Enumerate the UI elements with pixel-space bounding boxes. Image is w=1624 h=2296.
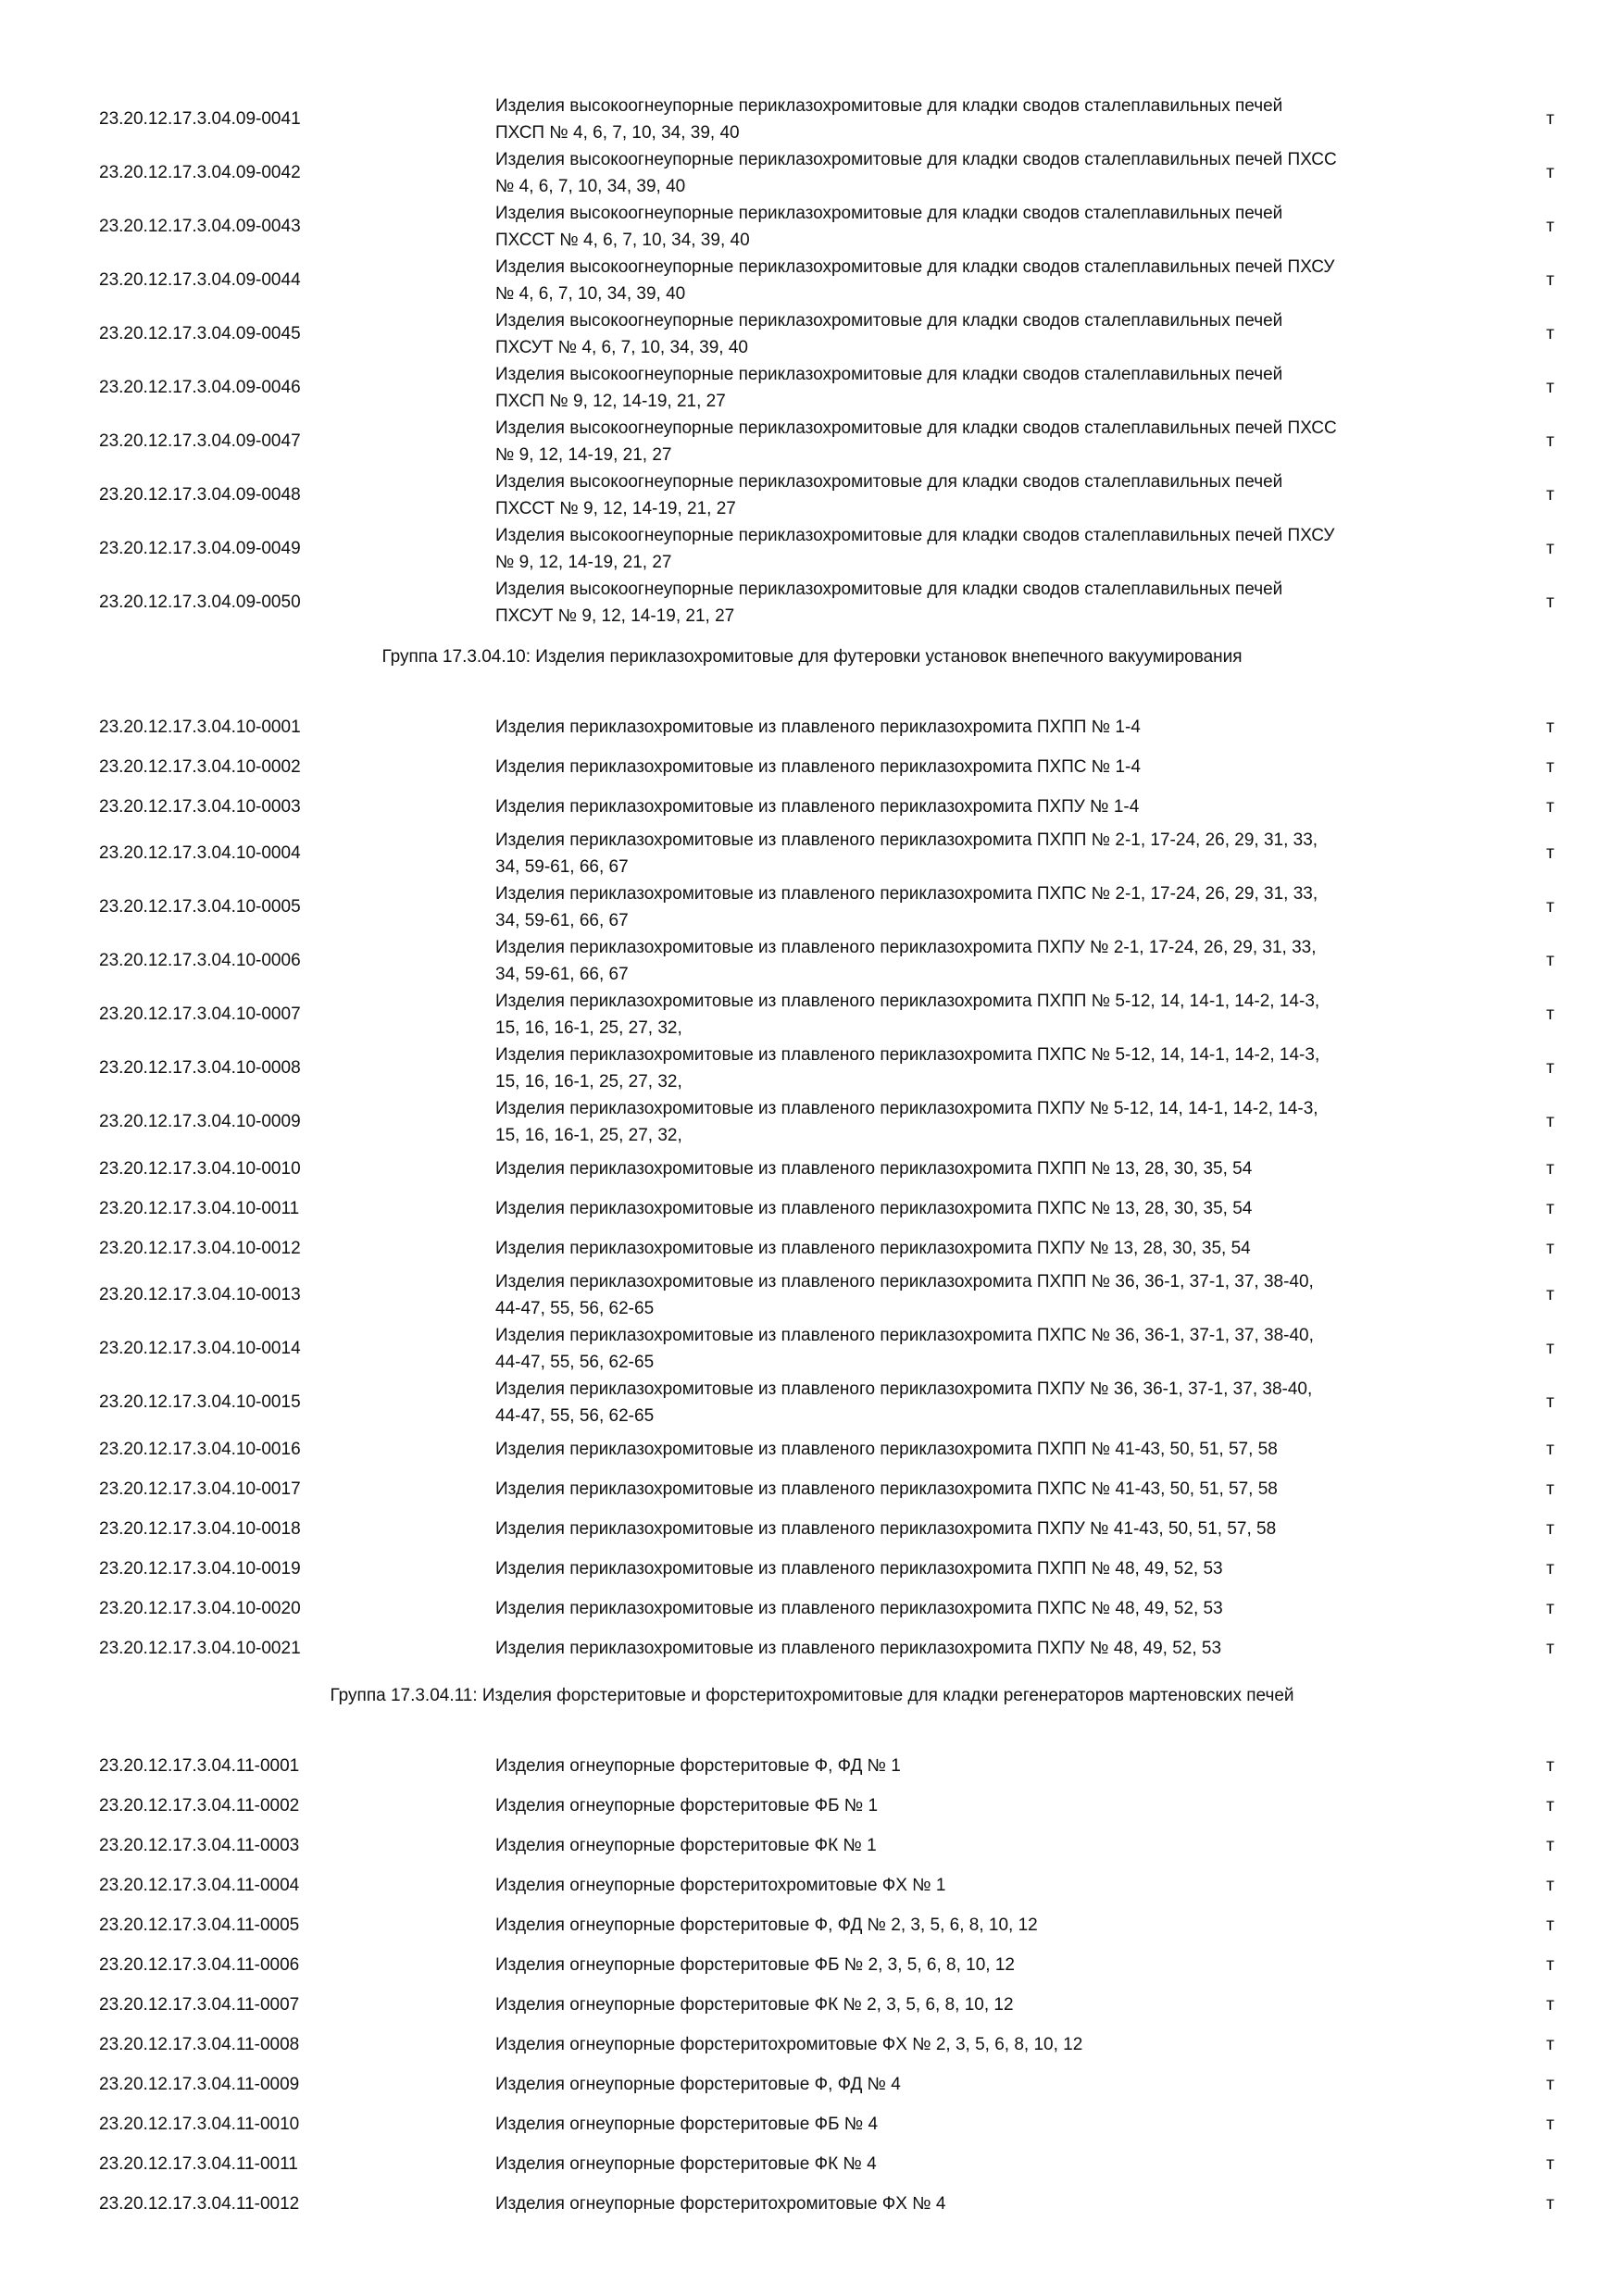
resource-code: 23.20.12.17.3.04.10-0011 xyxy=(99,1198,300,1218)
table-row xyxy=(0,93,1624,146)
resource-name xyxy=(495,2190,1477,2217)
resource-name xyxy=(495,934,1477,988)
resource-name-line: Изделия периклазохромитовые из плавленого периклазохромита ПХПУ № 5-12, 14, 14-1, 14-2, 14-3, xyxy=(495,1099,1318,1118)
table-row xyxy=(0,747,1624,787)
resource-name-line: Изделия периклазохромитовые из плавленого периклазохромита ПХПП № 41-43, 50, 51, 57, 58 xyxy=(495,1440,1278,1459)
table-row xyxy=(0,1509,1624,1549)
table-row xyxy=(0,2025,1624,2065)
resource-code: 23.20.12.17.3.04.11-0003 xyxy=(99,1835,300,1855)
unit-of-measure: т xyxy=(1546,270,1555,290)
table-row xyxy=(0,2144,1624,2184)
resource-name xyxy=(495,2151,1477,2177)
resource-name-line: Изделия высокоогнеупорные периклазохромитовые для кладки сводов сталеплавильных печей xyxy=(495,580,1283,599)
resource-code: 23.20.12.17.3.04.10-0001 xyxy=(99,717,301,737)
table-row xyxy=(0,2065,1624,2104)
resource-name-line: Изделия высокоогнеупорные периклазохромитовые для кладки сводов сталеплавильных печей xyxy=(495,204,1283,223)
resource-name-line: Изделия периклазохромитовые из плавленого периклазохромита ПХПУ № 1-4 xyxy=(495,797,1140,817)
resource-code: 23.20.12.17.3.04.09-0049 xyxy=(99,539,301,558)
table-row xyxy=(0,1322,1624,1376)
resource-name-line: 44-47, 55, 56, 62-65 xyxy=(495,1299,655,1318)
resource-code: 23.20.12.17.3.04.10-0018 xyxy=(99,1518,301,1539)
resource-name xyxy=(495,2031,1477,2058)
resource-name xyxy=(495,714,1477,741)
resource-name xyxy=(495,1095,1477,1149)
unit-of-measure: т xyxy=(1546,2153,1555,2174)
resource-name-line: ПХСП № 4, 6, 7, 10, 34, 39, 40 xyxy=(495,123,740,143)
unit-of-measure: т xyxy=(1546,593,1555,612)
resource-code: 23.20.12.17.3.04.10-0010 xyxy=(99,1158,301,1179)
unit-of-measure: т xyxy=(1546,1439,1555,1459)
resource-code: 23.20.12.17.3.04.11-0012 xyxy=(99,2193,300,2214)
resource-name-line: Изделия огнеупорные форстеритовые Ф, ФД № 2, 3, 5, 6, 8, 10, 12 xyxy=(495,1915,1038,1935)
unit-of-measure: т xyxy=(1546,717,1555,737)
resource-code: 23.20.12.17.3.04.10-0017 xyxy=(99,1479,301,1499)
table-row xyxy=(0,1095,1624,1149)
unit-of-measure: т xyxy=(1546,1875,1555,1895)
resource-name xyxy=(495,754,1477,780)
unit-of-measure: т xyxy=(1546,1339,1555,1358)
resource-name xyxy=(495,1832,1477,1859)
table-row xyxy=(0,254,1624,307)
unit-of-measure: т xyxy=(1546,109,1555,129)
resource-name-line: № 9, 12, 14-19, 21, 27 xyxy=(495,445,672,465)
unit-of-measure: т xyxy=(1546,1285,1555,1304)
unit-of-measure: т xyxy=(1546,1518,1555,1539)
unit-of-measure: т xyxy=(1546,2114,1555,2134)
unit-of-measure: т xyxy=(1546,485,1555,505)
resource-name-line: Изделия высокоогнеупорные периклазохромитовые для кладки сводов сталеплавильных печей xyxy=(495,96,1283,116)
resource-name-line: Изделия высокоогнеупорные периклазохромитовые для кладки сводов сталеплавильных печей xyxy=(495,311,1283,331)
price-list-page xyxy=(0,93,1624,2224)
unit-of-measure: т xyxy=(1546,1994,1555,2015)
resource-name xyxy=(495,988,1477,1042)
resource-name xyxy=(495,827,1477,880)
resource-code: 23.20.12.17.3.04.10-0016 xyxy=(99,1439,301,1459)
resource-code: 23.20.12.17.3.04.10-0009 xyxy=(99,1112,301,1131)
table-row xyxy=(0,361,1624,415)
resource-name xyxy=(495,1792,1477,1819)
table-row xyxy=(0,1746,1624,1786)
resource-name xyxy=(495,1436,1477,1463)
table-row xyxy=(0,1786,1624,1826)
resource-name-line: Изделия огнеупорные форстеритовые ФБ № 1 xyxy=(495,1796,879,1816)
resource-name-line: Изделия периклазохромитовые из плавленого периклазохромита ПХПС № 5-12, 14, 14-1, 14-2, 14-3, xyxy=(495,1045,1320,1065)
resource-code: 23.20.12.17.3.04.10-0005 xyxy=(99,897,301,917)
table-row xyxy=(0,1268,1624,1322)
resource-code: 23.20.12.17.3.04.10-0012 xyxy=(99,1238,301,1258)
resource-name-line: Изделия периклазохромитовые из плавленого периклазохромита ПХПП № 5-12, 14, 14-1, 14-2, 14-3, xyxy=(495,992,1320,1011)
table-row xyxy=(0,576,1624,630)
table-row xyxy=(0,827,1624,880)
resource-name-line: 34, 59-61, 66, 67 xyxy=(495,857,629,877)
resource-code: 23.20.12.17.3.04.10-0014 xyxy=(99,1339,301,1358)
resource-name xyxy=(495,200,1477,254)
resource-name xyxy=(495,361,1477,415)
resource-name-line: Изделия периклазохромитовые из плавленого периклазохромита ПХПП № 1-4 xyxy=(495,718,1141,737)
resource-code: 23.20.12.17.3.04.09-0047 xyxy=(99,431,301,451)
resource-code: 23.20.12.17.3.04.09-0048 xyxy=(99,485,301,505)
resource-name xyxy=(495,415,1477,468)
resource-code: 23.20.12.17.3.04.11-0001 xyxy=(99,1755,300,1776)
resource-code: 23.20.12.17.3.04.11-0005 xyxy=(99,1915,300,1935)
resource-code: 23.20.12.17.3.04.10-0004 xyxy=(99,843,301,863)
unit-of-measure: т xyxy=(1546,1954,1555,1975)
resource-name-line: Изделия высокоогнеупорные периклазохромитовые для кладки сводов сталеплавильных печей ПХСУ xyxy=(495,257,1335,277)
resource-name xyxy=(495,2071,1477,2098)
resource-name-line: Изделия огнеупорные форстеритовые ФК № 1 xyxy=(495,1836,877,1855)
unit-of-measure: т xyxy=(1546,756,1555,777)
unit-of-measure: т xyxy=(1546,951,1555,970)
resource-name-line: 34, 59-61, 66, 67 xyxy=(495,911,629,930)
resource-name-line: Изделия высокоогнеупорные периклазохромитовые для кладки сводов сталеплавильных печей ПХСУ xyxy=(495,526,1335,545)
resource-name-line: Изделия огнеупорные форстеритовые ФБ № 4 xyxy=(495,2115,879,2134)
resource-name-line: Изделия периклазохромитовые из плавленого периклазохромита ПХПУ № 48, 49, 52, 53 xyxy=(495,1639,1222,1658)
resource-name xyxy=(495,1952,1477,1978)
unit-of-measure: т xyxy=(1546,2034,1555,2054)
resource-code: 23.20.12.17.3.04.11-0011 xyxy=(99,2153,298,2174)
resource-code: 23.20.12.17.3.04.10-0006 xyxy=(99,951,301,970)
table-row xyxy=(0,200,1624,254)
resource-code: 23.20.12.17.3.04.11-0002 xyxy=(99,1795,300,1816)
resource-name-line: Изделия огнеупорные форстеритовые Ф, ФД № 4 xyxy=(495,2075,901,2094)
unit-of-measure: т xyxy=(1546,1158,1555,1179)
table-row xyxy=(0,1469,1624,1509)
resource-name-line: Изделия периклазохромитовые из плавленого периклазохромита ПХПП № 36, 36-1, 37-1, 37, 38-40, xyxy=(495,1272,1314,1292)
group-heading xyxy=(0,1668,1624,1746)
resource-code: 23.20.12.17.3.04.10-0015 xyxy=(99,1392,301,1412)
resource-name-line: 44-47, 55, 56, 62-65 xyxy=(495,1406,655,1426)
resource-name xyxy=(495,146,1477,200)
group-heading xyxy=(0,630,1624,707)
unit-of-measure: т xyxy=(1546,1795,1555,1816)
table-row xyxy=(0,707,1624,747)
group-heading-text: Группа 17.3.04.11: Изделия форстеритовые и форстеритохромитовые для кладки регенераторов мартеновских печей xyxy=(330,1686,1294,1705)
resource-code: 23.20.12.17.3.04.11-0010 xyxy=(99,2114,300,2134)
resource-name-line: Изделия огнеупорные форстеритохромитовые ФХ № 1 xyxy=(495,1876,946,1895)
resource-name xyxy=(495,1042,1477,1095)
table-row xyxy=(0,1376,1624,1429)
resource-name xyxy=(495,1376,1477,1429)
unit-of-measure: т xyxy=(1546,1598,1555,1618)
resource-name xyxy=(495,468,1477,522)
resource-name xyxy=(495,1872,1477,1899)
resource-name xyxy=(495,1516,1477,1542)
resource-code: 23.20.12.17.3.04.11-0009 xyxy=(99,2074,300,2094)
resource-code: 23.20.12.17.3.04.10-0021 xyxy=(99,1638,301,1658)
resource-name-line: 15, 16, 16-1, 25, 27, 32, xyxy=(495,1126,682,1145)
resource-name-line: 15, 16, 16-1, 25, 27, 32, xyxy=(495,1018,682,1038)
resource-name xyxy=(495,93,1477,146)
resource-name xyxy=(495,793,1477,820)
table-row xyxy=(0,2184,1624,2224)
unit-of-measure: т xyxy=(1546,1755,1555,1776)
resource-name-line: Изделия периклазохромитовые из плавленого периклазохромита ПХПС № 48, 49, 52, 53 xyxy=(495,1599,1223,1618)
resource-code: 23.20.12.17.3.04.11-0004 xyxy=(99,1875,300,1895)
table-row xyxy=(0,307,1624,361)
resource-name xyxy=(495,576,1477,630)
resource-name xyxy=(495,1912,1477,1939)
resource-name-line: Изделия периклазохромитовые из плавленого периклазохромита ПХПС № 2-1, 17-24, 26, 29, 31, 33, xyxy=(495,884,1318,904)
resource-name-line: Изделия огнеупорные форстеритовые ФК № 2, 3, 5, 6, 8, 10, 12 xyxy=(495,1995,1014,2015)
resource-name xyxy=(495,1635,1477,1662)
unit-of-measure: т xyxy=(1546,2193,1555,2214)
resource-name-line: № 4, 6, 7, 10, 34, 39, 40 xyxy=(495,177,686,196)
resource-name-line: Изделия огнеупорные форстеритовые ФБ № 2, 3, 5, 6, 8, 10, 12 xyxy=(495,1955,1015,1975)
table-row xyxy=(0,522,1624,576)
table-row xyxy=(0,1149,1624,1189)
unit-of-measure: т xyxy=(1546,378,1555,397)
resource-name-line: Изделия огнеупорные форстеритовые Ф, ФД № 1 xyxy=(495,1756,901,1776)
resource-name-line: 34, 59-61, 66, 67 xyxy=(495,965,629,984)
resource-name xyxy=(495,1991,1477,2018)
resource-name-line: ПХСУТ № 9, 12, 14-19, 21, 27 xyxy=(495,606,735,626)
resource-code: 23.20.12.17.3.04.10-0013 xyxy=(99,1285,301,1304)
resource-name xyxy=(495,307,1477,361)
resource-code: 23.20.12.17.3.04.10-0020 xyxy=(99,1598,301,1618)
resource-name xyxy=(495,1753,1477,1779)
unit-of-measure: т xyxy=(1546,1558,1555,1578)
resource-code: 23.20.12.17.3.04.10-0002 xyxy=(99,756,301,777)
table-row xyxy=(0,934,1624,988)
resource-name-line: ПХССТ № 9, 12, 14-19, 21, 27 xyxy=(495,499,736,518)
table-row xyxy=(0,1042,1624,1095)
resource-name-line: ПХСУТ № 4, 6, 7, 10, 34, 39, 40 xyxy=(495,338,748,357)
resource-name xyxy=(495,880,1477,934)
resource-name xyxy=(495,1155,1477,1182)
unit-of-measure: т xyxy=(1546,431,1555,451)
resource-name xyxy=(495,2111,1477,2138)
resource-code: 23.20.12.17.3.04.09-0043 xyxy=(99,217,301,236)
resource-name-line: Изделия периклазохромитовые из плавленого периклазохромита ПХПС № 13, 28, 30, 35, 54 xyxy=(495,1199,1253,1218)
unit-of-measure: т xyxy=(1546,1915,1555,1935)
table-row xyxy=(0,1985,1624,2025)
resource-code: 23.20.12.17.3.04.09-0044 xyxy=(99,270,301,290)
resource-name-line: Изделия периклазохромитовые из плавленого периклазохромита ПХПУ № 2-1, 17-24, 26, 29, 31, 33, xyxy=(495,938,1317,957)
resource-name xyxy=(495,1268,1477,1322)
unit-of-measure: т xyxy=(1546,217,1555,236)
resource-name-line: Изделия периклазохромитовые из плавленого периклазохромита ПХПУ № 41-43, 50, 51, 57, 58 xyxy=(495,1519,1277,1539)
unit-of-measure: т xyxy=(1546,897,1555,917)
resource-name-line: 44-47, 55, 56, 62-65 xyxy=(495,1353,655,1372)
resource-name-line: Изделия высокоогнеупорные периклазохромитовые для кладки сводов сталеплавильных печей xyxy=(495,365,1283,384)
resource-name-line: Изделия периклазохромитовые из плавленого периклазохромита ПХПУ № 36, 36-1, 37-1, 37, 38-40, xyxy=(495,1379,1313,1399)
resource-name-line: Изделия высокоогнеупорные периклазохромитовые для кладки сводов сталеплавильных печей ПХСС xyxy=(495,150,1337,169)
resource-name xyxy=(495,1595,1477,1622)
table-row xyxy=(0,1826,1624,1866)
resource-name xyxy=(495,1235,1477,1262)
table-row xyxy=(0,1589,1624,1628)
unit-of-measure: т xyxy=(1546,2074,1555,2094)
unit-of-measure: т xyxy=(1546,163,1555,182)
table-row xyxy=(0,1945,1624,1985)
resource-name-line: Изделия периклазохромитовые из плавленого периклазохромита ПХПП № 2-1, 17-24, 26, 29, 31, 33, xyxy=(495,830,1318,850)
resource-code: 23.20.12.17.3.04.09-0042 xyxy=(99,163,301,182)
resource-name-line: Изделия огнеупорные форстеритохромитовые ФХ № 4 xyxy=(495,2194,946,2214)
unit-of-measure: т xyxy=(1546,796,1555,817)
resource-name-line: 15, 16, 16-1, 25, 27, 32, xyxy=(495,1072,682,1092)
resource-code: 23.20.12.17.3.04.10-0008 xyxy=(99,1058,301,1078)
unit-of-measure: т xyxy=(1546,1638,1555,1658)
resource-name xyxy=(495,1195,1477,1222)
resource-name-line: Изделия периклазохромитовые из плавленого периклазохромита ПХПУ № 13, 28, 30, 35, 54 xyxy=(495,1239,1251,1258)
table-row xyxy=(0,1229,1624,1268)
table-row xyxy=(0,2104,1624,2144)
unit-of-measure: т xyxy=(1546,1238,1555,1258)
resource-code: 23.20.12.17.3.04.10-0007 xyxy=(99,1004,301,1024)
resource-code: 23.20.12.17.3.04.09-0050 xyxy=(99,593,301,612)
unit-of-measure: т xyxy=(1546,1479,1555,1499)
table-row xyxy=(0,415,1624,468)
table-row xyxy=(0,1866,1624,1905)
resource-name xyxy=(495,1476,1477,1503)
table-row xyxy=(0,787,1624,827)
resource-name-line: Изделия периклазохромитовые из плавленого периклазохромита ПХПП № 48, 49, 52, 53 xyxy=(495,1559,1223,1578)
unit-of-measure: т xyxy=(1546,1198,1555,1218)
resource-name-line: Изделия периклазохромитовые из плавленого периклазохромита ПХПС № 1-4 xyxy=(495,757,1141,777)
resource-code: 23.20.12.17.3.04.10-0019 xyxy=(99,1558,301,1578)
resource-code: 23.20.12.17.3.04.11-0007 xyxy=(99,1994,300,2015)
resource-name-line: Изделия периклазохромитовые из плавленого периклазохромита ПХПС № 41-43, 50, 51, 57, 58 xyxy=(495,1479,1278,1499)
resource-name xyxy=(495,254,1477,307)
unit-of-measure: т xyxy=(1546,843,1555,863)
resource-name-line: Изделия огнеупорные форстеритохромитовые ФХ № 2, 3, 5, 6, 8, 10, 12 xyxy=(495,2035,1083,2054)
unit-of-measure: т xyxy=(1546,1004,1555,1024)
resource-code: 23.20.12.17.3.04.10-0003 xyxy=(99,796,301,817)
unit-of-measure: т xyxy=(1546,1058,1555,1078)
table-row xyxy=(0,1549,1624,1589)
resource-code: 23.20.12.17.3.04.11-0008 xyxy=(99,2034,300,2054)
resource-name-line: Изделия периклазохромитовые из плавленого периклазохромита ПХПС № 36, 36-1, 37-1, 37, 38-40, xyxy=(495,1326,1314,1345)
resource-name-line: Изделия периклазохромитовые из плавленого периклазохромита ПХПП № 13, 28, 30, 35, 54 xyxy=(495,1159,1253,1179)
unit-of-measure: т xyxy=(1546,1112,1555,1131)
resource-name-line: Изделия высокоогнеупорные периклазохромитовые для кладки сводов сталеплавильных печей xyxy=(495,472,1283,492)
resource-name-line: № 4, 6, 7, 10, 34, 39, 40 xyxy=(495,284,686,304)
unit-of-measure: т xyxy=(1546,1392,1555,1412)
resource-name-line: Изделия огнеупорные форстеритовые ФК № 4 xyxy=(495,2154,877,2174)
table-row xyxy=(0,1189,1624,1229)
resource-code: 23.20.12.17.3.04.09-0045 xyxy=(99,324,301,343)
resource-name-line: № 9, 12, 14-19, 21, 27 xyxy=(495,553,672,572)
group-heading-text: Группа 17.3.04.10: Изделия периклазохромитовые для футеровки установок внепечного вакуумирования xyxy=(381,647,1243,667)
table-row xyxy=(0,988,1624,1042)
table-row xyxy=(0,1429,1624,1469)
table-row xyxy=(0,880,1624,934)
resource-name xyxy=(495,1555,1477,1582)
unit-of-measure: т xyxy=(1546,1835,1555,1855)
resource-code: 23.20.12.17.3.04.11-0006 xyxy=(99,1954,300,1975)
table-row xyxy=(0,468,1624,522)
resource-name xyxy=(495,1322,1477,1376)
resource-name-line: ПХСП № 9, 12, 14-19, 21, 27 xyxy=(495,392,726,411)
table-row xyxy=(0,146,1624,200)
resource-name xyxy=(495,522,1477,576)
resource-code: 23.20.12.17.3.04.09-0046 xyxy=(99,378,301,397)
table-row xyxy=(0,1628,1624,1668)
unit-of-measure: т xyxy=(1546,324,1555,343)
table-row xyxy=(0,1905,1624,1945)
resource-name-line: ПХССТ № 4, 6, 7, 10, 34, 39, 40 xyxy=(495,231,750,250)
resource-name-line: Изделия высокоогнеупорные периклазохромитовые для кладки сводов сталеплавильных печей ПХСС xyxy=(495,418,1337,438)
resource-code: 23.20.12.17.3.04.09-0041 xyxy=(99,109,301,129)
unit-of-measure: т xyxy=(1546,539,1555,558)
